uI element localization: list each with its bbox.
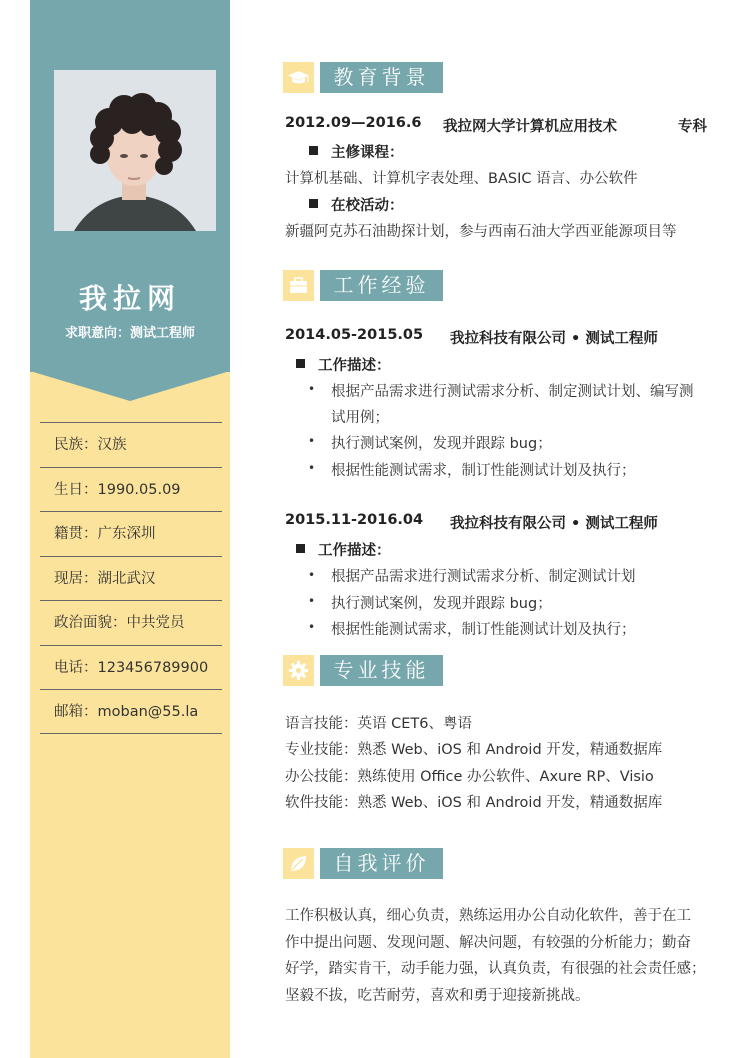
bullet-dot: • bbox=[308, 382, 316, 396]
job-desc-label: 工作描述： bbox=[318, 358, 391, 374]
job-item: 根据产品需求进行测试需求分析、制定测试计划 bbox=[331, 569, 636, 585]
job-intent: 求职意向：测试工程师 bbox=[64, 326, 195, 341]
job-item: 根据产品需求进行测试需求分析、制定测试计划、编写测 bbox=[331, 384, 694, 400]
leaf-icon bbox=[283, 848, 314, 879]
job-item: 根据性能测试需求，制订性能测试计划及执行； bbox=[331, 463, 636, 479]
skill-item: 办公技能：熟练使用 Office 办公软件、Axure RP、Visio bbox=[285, 769, 654, 785]
job-desc-label: 工作描述： bbox=[318, 543, 391, 559]
courses-label: 主修课程： bbox=[331, 145, 404, 161]
info-hometown: 籍贯：广东深圳 bbox=[40, 511, 222, 556]
info-birthday: 生日：1990.05.09 bbox=[40, 467, 222, 512]
skill-item: 语言技能：英语 CET6、粤语 bbox=[285, 716, 472, 732]
activities-text: 新疆阿克苏石油勘探计划，参与西南石油大学西亚能源项目等 bbox=[285, 224, 677, 240]
gear-icon bbox=[283, 655, 314, 686]
info-political-status: 政治面貌：中共党员 bbox=[40, 600, 222, 645]
self-eval-line: 好学，踏实肯干，动手能力强，认真负责，有很强的社会责任感； bbox=[285, 961, 706, 977]
activities-label: 在校活动： bbox=[331, 198, 404, 214]
bullet-dot: • bbox=[308, 568, 316, 582]
job-company: 我拉科技有限公司 • 测试工程师 bbox=[450, 516, 658, 532]
education-degree: 专科 bbox=[678, 119, 707, 135]
education-school: 我拉网大学计算机应用技术 bbox=[443, 119, 617, 135]
bullet-square bbox=[309, 146, 318, 155]
job-item: 根据性能测试需求，制订性能测试计划及执行； bbox=[331, 622, 636, 638]
info-email: 邮箱：moban@55.la bbox=[40, 689, 222, 734]
job-period: 2014.05-2015.05 bbox=[285, 327, 424, 343]
bullet-square bbox=[296, 359, 305, 368]
profile-photo bbox=[54, 70, 216, 231]
skill-item: 专业技能：熟悉 Web、iOS 和 Android 开发，精通数据库 bbox=[285, 742, 663, 758]
sidebar-chevron bbox=[30, 371, 230, 402]
courses-text: 计算机基础、计算机字表处理、BASIC 语言、办公软件 bbox=[285, 171, 638, 187]
self-eval-line: 坚毅不拔，吃苦耐劳，喜欢和勇于迎接新挑战。 bbox=[285, 988, 590, 1004]
briefcase-icon bbox=[283, 270, 314, 301]
bullet-dot: • bbox=[308, 434, 316, 448]
work-title: 工作经验 bbox=[320, 270, 443, 301]
skills-title: 专业技能 bbox=[320, 655, 443, 686]
self-eval-line: 工作积极认真，细心负责，熟练运用办公自动化软件，善于在工 bbox=[285, 908, 691, 924]
job-period: 2015.11-2016.04 bbox=[285, 512, 424, 528]
job-company: 我拉科技有限公司 • 测试工程师 bbox=[450, 331, 658, 347]
bullet-square bbox=[309, 199, 318, 208]
education-period: 2012.09—2016.6 bbox=[285, 115, 422, 131]
info-residence: 现居：湖北武汉 bbox=[40, 556, 222, 601]
education-title: 教育背景 bbox=[320, 62, 443, 93]
bullet-square bbox=[296, 544, 305, 553]
bullet-dot: • bbox=[308, 594, 316, 608]
job-item: 执行测试案例，发现并跟踪 bug； bbox=[331, 436, 552, 452]
personal-info-list bbox=[40, 422, 222, 734]
job-item: 执行测试案例，发现并跟踪 bug； bbox=[331, 596, 552, 612]
info-ethnicity: 民族：汉族 bbox=[40, 422, 222, 467]
bullet-dot: • bbox=[308, 620, 316, 634]
bullet-dot: • bbox=[308, 461, 316, 475]
self-eval-title: 自我评价 bbox=[320, 848, 443, 879]
graduation-cap-icon bbox=[283, 62, 314, 93]
job-item: 试用例； bbox=[331, 410, 389, 426]
skill-item: 软件技能：熟悉 Web、iOS 和 Android 开发，精通数据库 bbox=[285, 795, 663, 811]
candidate-name: 我拉网 bbox=[78, 282, 181, 315]
self-eval-line: 作中提出问题、发现问题、解决问题，有较强的分析能力；勤奋 bbox=[285, 935, 691, 951]
info-phone: 电话：123456789900 bbox=[40, 645, 222, 690]
